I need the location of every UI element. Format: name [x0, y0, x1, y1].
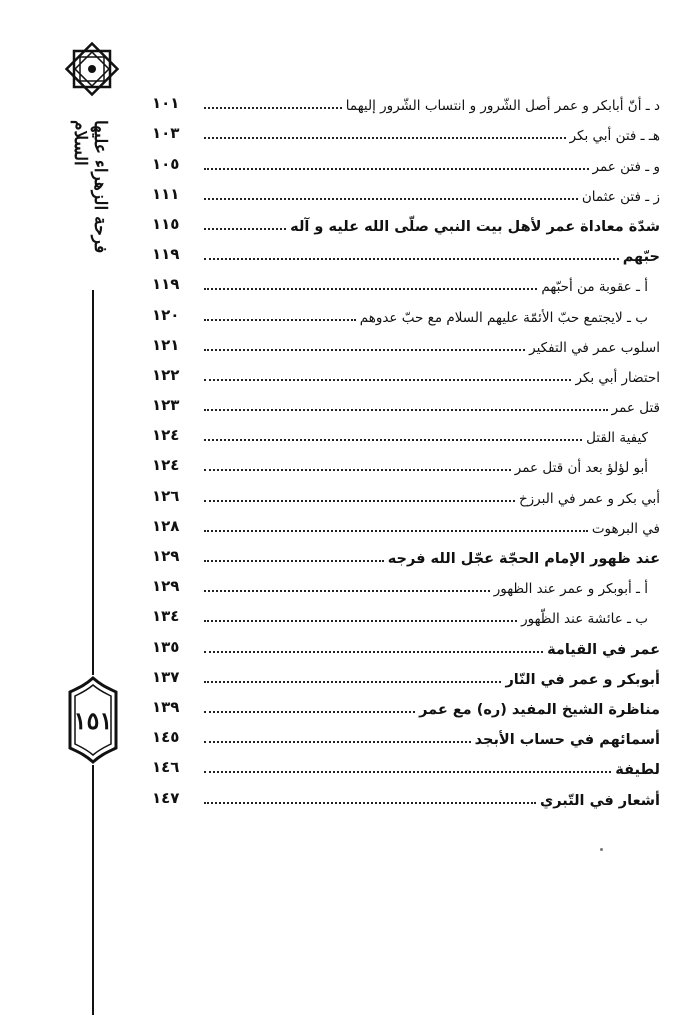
- toc-page-number: ١٠١: [152, 94, 180, 113]
- toc-row: [140, 179, 660, 209]
- toc-row: [140, 88, 660, 118]
- toc-page-number: ١٣٩: [152, 697, 180, 716]
- toc-page-number: ١٤٥: [152, 728, 180, 747]
- toc-title: أ ـ عقوبة من أحبّهم: [541, 279, 648, 296]
- toc-leader-dots: [204, 802, 536, 804]
- toc-page-number: ١٢٢: [152, 365, 180, 384]
- toc-row: [140, 631, 660, 661]
- toc-leader-dots: [204, 711, 415, 713]
- toc-row: [140, 722, 660, 752]
- toc-title: أبوبكر و عمر في النّار: [505, 671, 660, 688]
- page-number-badge: [62, 676, 124, 764]
- toc-entry: [204, 128, 660, 144]
- toc-entry: [204, 672, 660, 688]
- toc-page-number: ١١٩: [152, 245, 180, 264]
- toc-title: أبي بكر و عمر في البرزخ: [518, 490, 660, 507]
- toc-entry: [204, 551, 660, 567]
- toc-entry: [204, 793, 660, 809]
- toc-entry: [204, 279, 660, 295]
- toc-page-number: ١٢٣: [152, 396, 180, 415]
- toc-leader-dots: [204, 741, 471, 743]
- table-of-contents: [140, 88, 660, 813]
- toc-row: [140, 601, 660, 631]
- toc-page-number: ١٢٩: [152, 547, 180, 565]
- scan-speck: [600, 848, 603, 851]
- toc-title: و ـ فتن عمر: [592, 158, 660, 175]
- toc-entry: [204, 189, 660, 205]
- toc-leader-dots: [204, 530, 588, 532]
- toc-leader-dots: [204, 651, 543, 653]
- toc-page-number: ١١٥: [152, 214, 180, 233]
- toc-entry: [204, 159, 660, 175]
- toc-title: كيفية القتل: [586, 430, 648, 447]
- toc-entry: [204, 400, 660, 416]
- toc-row: [140, 480, 660, 510]
- page-number: ١٥١: [73, 705, 113, 735]
- toc-entry: [204, 702, 660, 718]
- toc-page-number: ١٠٥: [152, 154, 180, 173]
- toc-page-number: ١٢٩: [152, 577, 180, 596]
- toc-leader-dots: [204, 590, 490, 592]
- toc-entry: [204, 430, 660, 446]
- toc-row: [140, 299, 660, 329]
- toc-leader-dots: [204, 198, 578, 200]
- toc-title: حبّهم: [622, 249, 660, 266]
- toc-row: [140, 390, 660, 420]
- toc-page-number: ١٢٠: [152, 305, 180, 324]
- toc-entry: [204, 732, 660, 748]
- toc-page-number: ١١١: [152, 184, 180, 203]
- toc-leader-dots: [204, 107, 342, 109]
- toc-title: لطيفة: [615, 762, 660, 779]
- toc-leader-dots: [204, 620, 517, 622]
- toc-row: [140, 360, 660, 390]
- toc-title: شدّة معاداة عمر لأهل بيت النبي صلّى الله عليه و آله: [290, 218, 660, 235]
- toc-row: [140, 541, 660, 571]
- star-ornament-icon: [63, 40, 121, 98]
- toc-leader-dots: [204, 560, 384, 562]
- running-book-title: فرحة الزهراء عليها السلام: [70, 120, 110, 254]
- toc-title: أبو لؤلؤ بعد أن قتل عمر: [514, 460, 648, 477]
- toc-page-number: ١٣٥: [152, 637, 180, 656]
- toc-row: [140, 511, 660, 541]
- toc-leader-dots: [204, 137, 566, 139]
- toc-title: اسلوب عمر في التفكير: [529, 339, 660, 356]
- toc-title: أ ـ أبوبكر و عمر عند الظهور: [493, 581, 648, 598]
- toc-page-number: ١٣٤: [152, 607, 180, 626]
- toc-title: عمر في القيامة: [547, 641, 660, 658]
- toc-page-number: ١٢٦: [152, 486, 180, 505]
- toc-entry: [204, 611, 660, 627]
- toc-entry: [204, 98, 660, 114]
- toc-leader-dots: [204, 288, 537, 290]
- toc-row: [140, 239, 660, 269]
- toc-row: [140, 692, 660, 722]
- toc-entry: [204, 762, 660, 778]
- toc-page-number: ١٢١: [152, 335, 180, 354]
- toc-entry: [204, 219, 660, 235]
- toc-title: أشعار في التّبري: [539, 792, 660, 809]
- toc-title: ز ـ فتن عثمان: [581, 188, 660, 205]
- toc-title: قتل عمر: [611, 400, 660, 417]
- toc-leader-dots: [204, 168, 589, 170]
- toc-row: [140, 118, 660, 148]
- toc-title: مناظرة الشيخ المفيد (ره) مع عمر: [419, 701, 660, 718]
- toc-page-number: ١٢٤: [152, 426, 180, 445]
- margin-rule-bottom: [92, 765, 94, 1015]
- toc-row: [140, 330, 660, 360]
- toc-title: د ـ أنّ أبابكر و عمر أصل الشّرور و انتساب الشّرور إليهما: [345, 98, 660, 115]
- toc-row: [140, 782, 660, 812]
- toc-entry: [204, 521, 660, 537]
- toc-leader-dots: [204, 771, 611, 773]
- toc-title: ب ـ لايجتمع حبّ الأئمّة عليهم السلام مع حبّ عدوهم: [359, 309, 648, 326]
- toc-page-number: ١٢٤: [152, 456, 180, 475]
- margin-rule-top: [92, 290, 94, 675]
- toc-row: [140, 450, 660, 480]
- toc-title: احتضار أبي بكر: [575, 369, 660, 386]
- toc-page-number: ١٣٧: [152, 667, 180, 686]
- toc-row: [140, 420, 660, 450]
- toc-row: [140, 662, 660, 692]
- toc-page-number: ١٤٧: [152, 788, 180, 807]
- toc-leader-dots: [204, 409, 608, 411]
- toc-row: [140, 209, 660, 239]
- toc-leader-dots: [204, 319, 356, 321]
- toc-entry: [204, 310, 660, 326]
- toc-page-number: ١٠٣: [152, 124, 180, 143]
- toc-entry: [204, 491, 660, 507]
- toc-leader-dots: [204, 379, 571, 381]
- toc-entry: [204, 249, 660, 265]
- toc-row: [140, 269, 660, 299]
- toc-leader-dots: [204, 349, 525, 351]
- toc-page-number: ١١٩: [152, 275, 180, 294]
- toc-entry: [204, 642, 660, 658]
- toc-row: [140, 752, 660, 782]
- toc-title: في البرهوت: [591, 520, 660, 537]
- toc-page-number: ١٢٨: [152, 516, 180, 535]
- toc-entry: [204, 581, 660, 597]
- toc-title: هـ ـ فتن أبي بكر: [569, 128, 660, 145]
- toc-leader-dots: [204, 500, 515, 502]
- toc-leader-dots: [204, 439, 582, 441]
- toc-entry: [204, 370, 660, 386]
- toc-title: أسمائهم في حساب الأبجد: [474, 732, 660, 749]
- toc-entry: [204, 340, 660, 356]
- toc-row: [140, 571, 660, 601]
- toc-title: ب ـ عائشة عند الظّهور: [521, 611, 648, 628]
- toc-page-number: ١٤٦: [152, 758, 180, 777]
- toc-entry: [204, 460, 660, 476]
- toc-leader-dots: [204, 258, 619, 260]
- toc-title: عند ظهور الإمام الحجّة عجّل الله فرجه: [387, 551, 660, 567]
- toc-leader-dots: [204, 469, 511, 471]
- toc-row: [140, 148, 660, 178]
- toc-leader-dots: [204, 681, 501, 683]
- toc-leader-dots: [204, 228, 286, 230]
